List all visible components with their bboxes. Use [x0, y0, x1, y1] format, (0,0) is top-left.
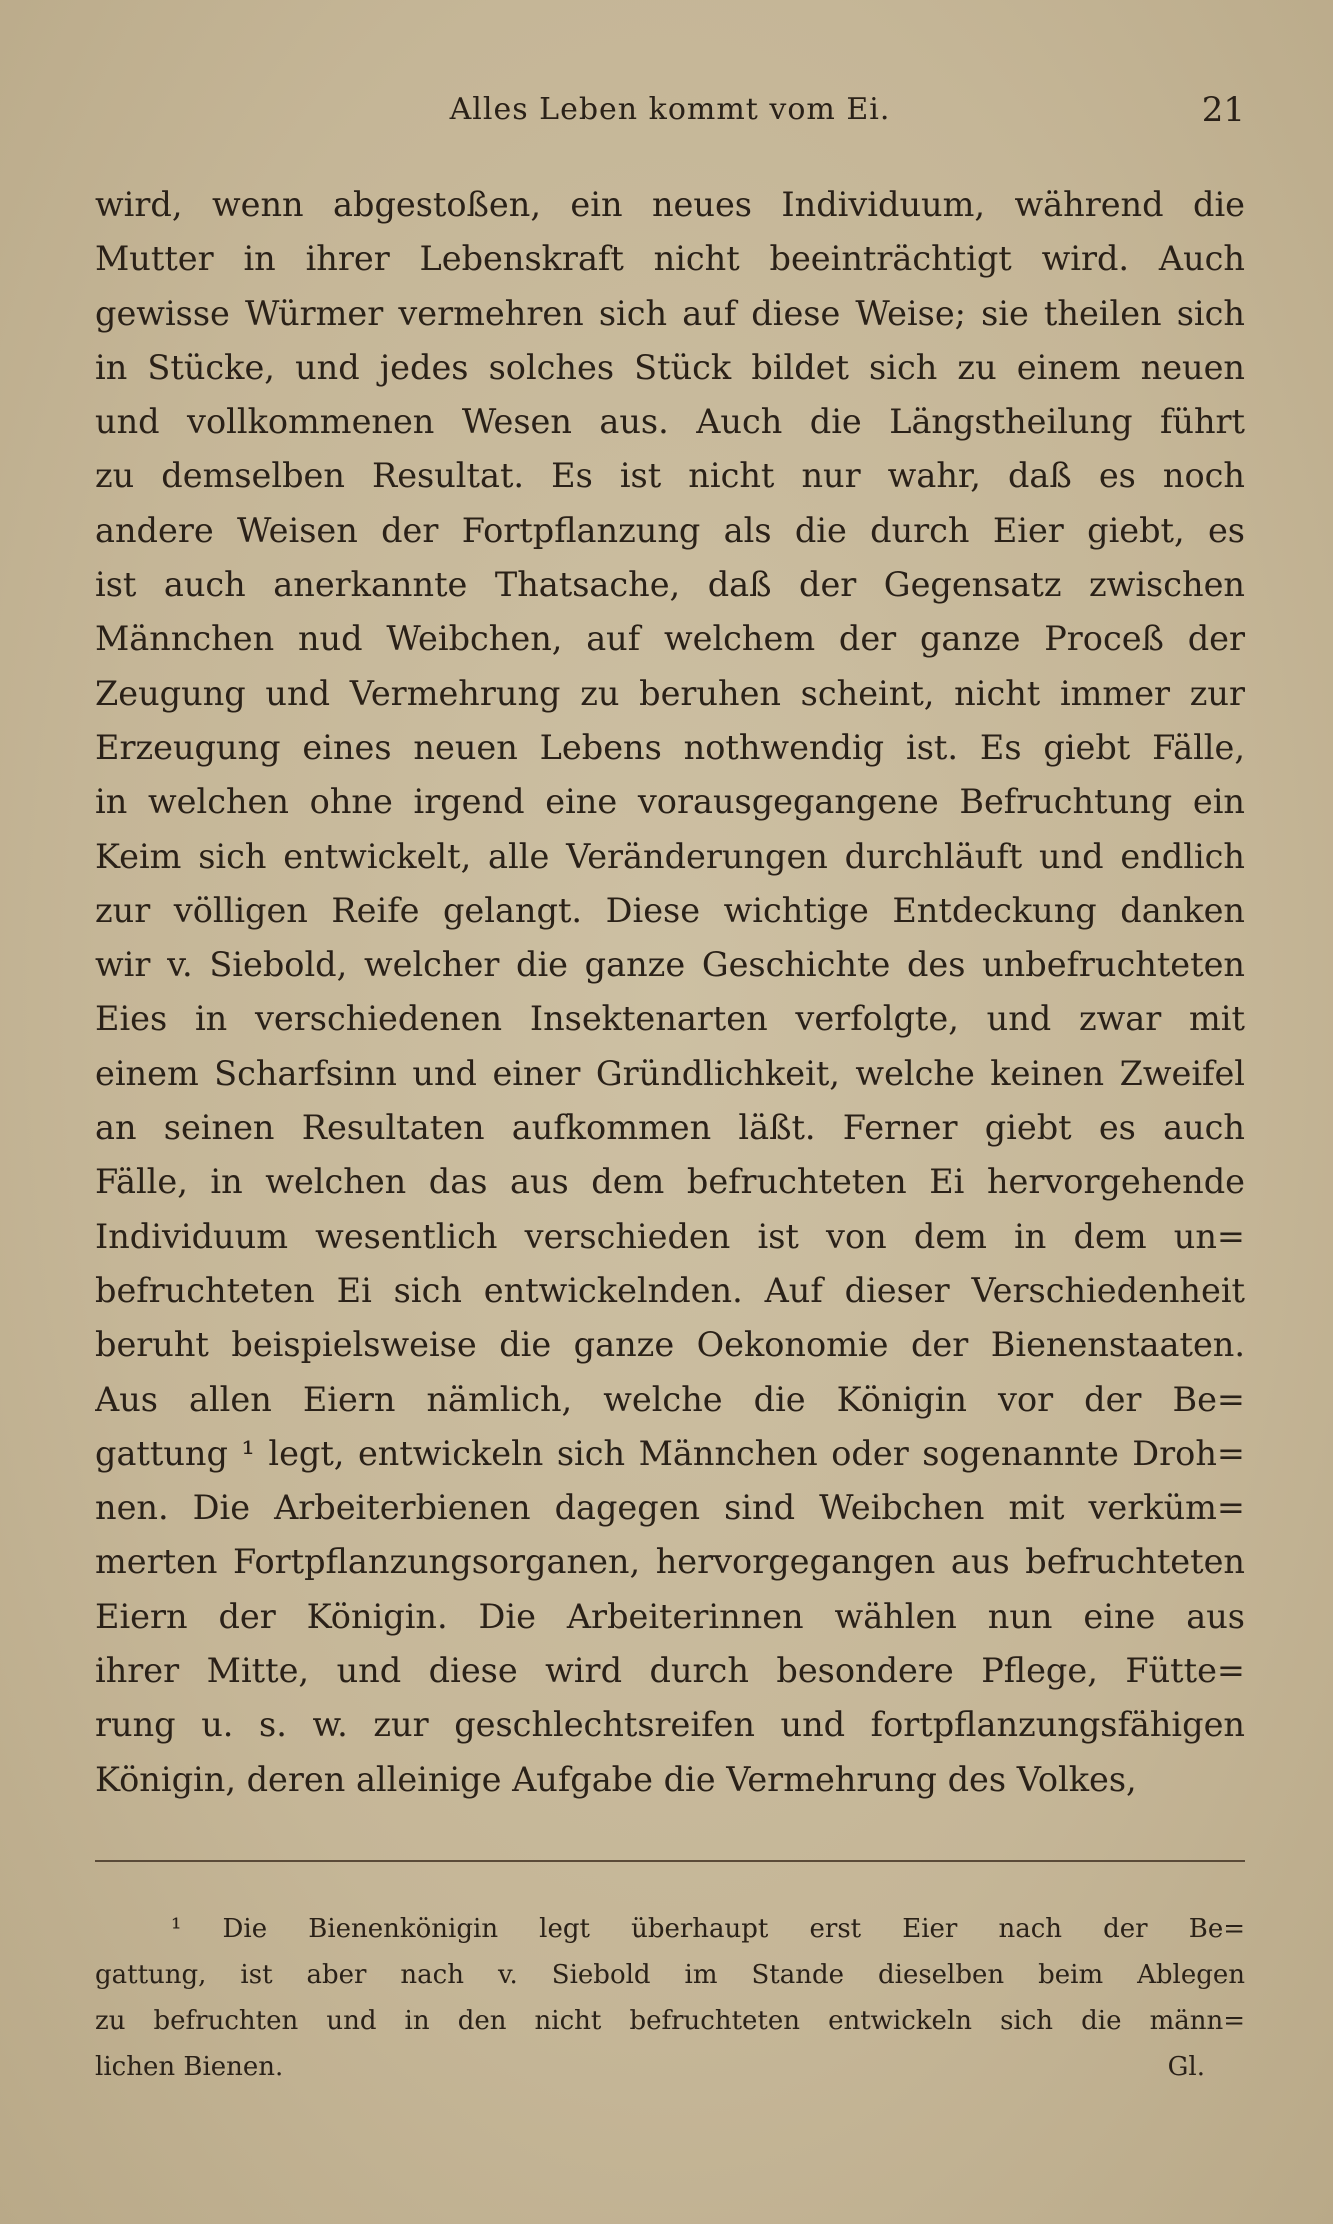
text-line: gattung ¹ legt, entwickeln sich Männchen oder sogenannte Droh= [95, 1433, 1245, 1473]
text-line: in Stücke, und jedes solches Stück bildet sich zu einem neuen [95, 347, 1245, 387]
footnote-divider [95, 1860, 1245, 1862]
text-line: in welchen ohne irgend eine vorausgegangene Befruchtung ein [95, 782, 1245, 822]
text-line: andere Weisen der Fortpflanzung als die durch Eier giebt, es [95, 510, 1245, 550]
page-header [95, 88, 1245, 132]
text-line: Mutter in ihrer Lebenskraft nicht beeinträchtigt wird. Auch [95, 239, 1245, 279]
text-line: zu demselben Resultat. Es ist nicht nur wahr, daß es noch [95, 456, 1245, 496]
footnote [95, 1906, 1245, 2090]
footnote-line: zu befruchten und in den nicht befruchteten entwickeln sich die männ= [95, 2006, 1245, 2036]
footnote-last-line [95, 2044, 1245, 2090]
footnote-line: lichen Bienen. [95, 2052, 284, 2082]
text-line: Eies in verschiedenen Insektenarten verfolgte, und zwar mit [95, 999, 1245, 1039]
text-line: ist auch anerkannte Thatsache, daß der Gegensatz zwischen [95, 565, 1245, 605]
running-title: Alles Leben kommt vom Ei. [449, 92, 891, 127]
text-line: Zeugung und Vermehrung zu beruhen scheint, nicht immer zur [95, 673, 1245, 713]
text-line: und vollkommenen Wesen aus. Auch die Längstheilung führt [95, 402, 1245, 442]
text-line: beruht beispielsweise die ganze Oekonomie der Bienenstaaten. [95, 1325, 1245, 1365]
footnote-line: gattung, ist aber nach v. Siebold im Stande dieselben beim Ablegen [95, 1960, 1245, 1990]
main-text [95, 178, 1245, 1807]
text-line: Individuum wesentlich verschieden ist von dem in dem un= [95, 1216, 1245, 1256]
text-line: ihrer Mitte, und diese wird durch besondere Pflege, Fütte= [95, 1651, 1245, 1691]
text-line: Fälle, in welchen das aus dem befruchteten Ei hervorgehende [95, 1162, 1245, 1202]
text-line: einem Scharfsinn und einer Gründlichkeit, welche keinen Zweifel [95, 1053, 1245, 1093]
text-line: Aus allen Eiern nämlich, welche die Königin vor der Be= [95, 1379, 1245, 1419]
text-line: an seinen Resultaten aufkommen läßt. Ferner giebt es auch [95, 1108, 1245, 1148]
text-line: Erzeugung eines neuen Lebens nothwendig ist. Es giebt Fälle, [95, 727, 1245, 767]
text-line: zur völligen Reife gelangt. Diese wichtige Entdeckung danken [95, 890, 1245, 930]
text-line: merten Fortpflanzungsorganen, hervorgegangen aus befruchteten [95, 1542, 1245, 1582]
text-line: gewisse Würmer vermehren sich auf diese Weise; sie theilen sich [95, 293, 1245, 333]
text-line: rung u. s. w. zur geschlechtsreifen und fortpflanzungsfähigen [95, 1705, 1245, 1745]
text-line: befruchteten Ei sich entwickelnden. Auf dieser Verschiedenheit [95, 1270, 1245, 1310]
footnote-signature: Gl. [1167, 2052, 1205, 2082]
text-line: Eiern der Königin. Die Arbeiterinnen wählen nun eine aus [95, 1596, 1245, 1636]
footnote-line: ¹ Die Bienenkönigin legt überhaupt erst Eier nach der Be= [171, 1914, 1245, 1944]
page-number: 21 [1201, 90, 1245, 130]
text-line: nen. Die Arbeiterbienen dagegen sind Weibchen mit verküm= [95, 1488, 1245, 1528]
text-line: wir v. Siebold, welcher die ganze Geschichte des unbefruchteten [95, 945, 1245, 985]
text-line: Keim sich entwickelt, alle Veränderungen durchläuft und endlich [95, 836, 1245, 876]
text-line: Königin, deren alleinige Aufgabe die Vermehrung des Volkes, [95, 1759, 1137, 1799]
text-line: wird, wenn abgestoßen, ein neues Individuum, während die [95, 185, 1245, 224]
text-line: Männchen nud Weibchen, auf welchem der ganze Proceß der [95, 619, 1245, 659]
